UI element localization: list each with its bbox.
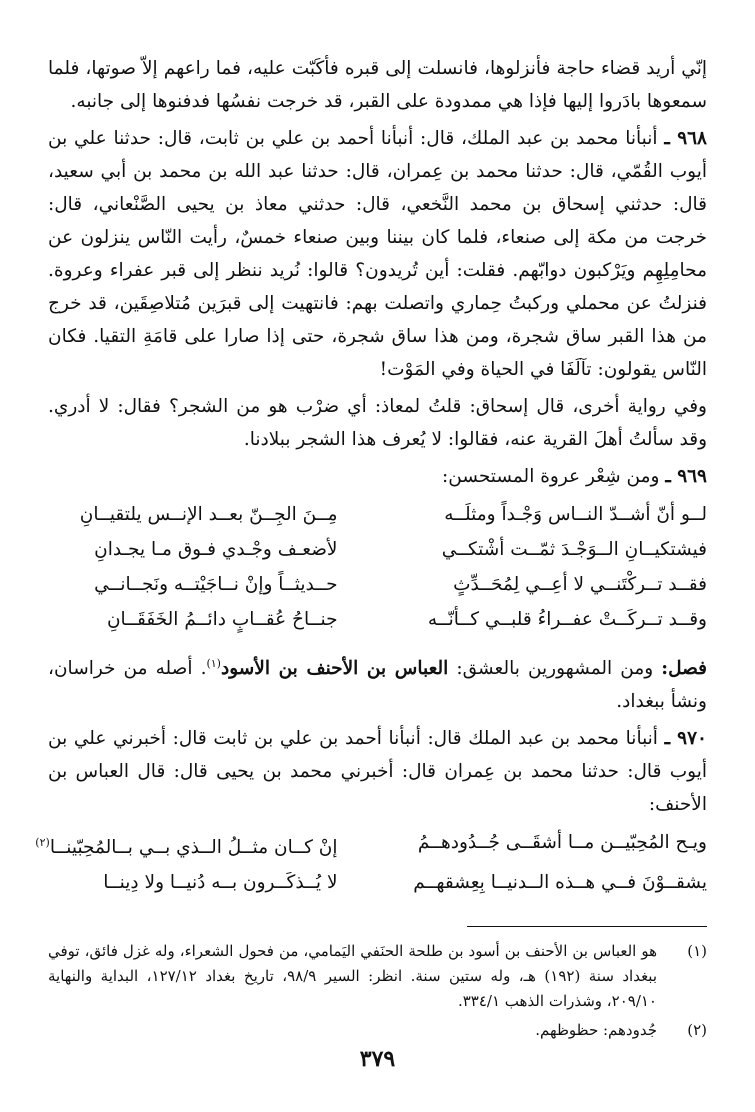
verse-second-hemistich: لا يُــذكَــرون بــه دُنيــا ولا دِينــا: [103, 872, 338, 894]
hadith-number-970: ٩٧٠ ـ: [664, 728, 707, 750]
footnotes: [48, 939, 707, 1043]
paragraph-opening: إنّي أريد قضاء حاجة فأنزلوها، فانسلت إلى قبره فأكَبّت عليه، فما راعهم إلاّ صوتها، فلما سمعوها بادَروا إليها فإذا هي ممدودة على القبر، قد خرجت نفسُها فدفنوها إلى جانبه.: [48, 58, 707, 112]
footnote-marker-2[interactable]: (٢): [35, 836, 50, 850]
verse-first-hemistich: يشقــوْنَ فــي هــذه الــدنيــا بِعِشقهــم: [413, 872, 707, 894]
hadith-number-968: ٩٦٨ ـ: [664, 128, 707, 149]
paragraph-968: [48, 122, 707, 386]
verse-first-hemistich: فيشتكيــانِ الــوَجْـدَ ثمّــت أشْتكــي: [441, 539, 707, 560]
paragraph-969: [48, 460, 707, 493]
verse-line: [48, 602, 707, 637]
hadith-number-969: ٩٦٩ ـ: [665, 466, 707, 487]
poet-name: العباس بن الأحنف بن الأسود: [220, 658, 449, 680]
poem-urwa: [48, 497, 707, 637]
paragraph-970: [48, 722, 707, 821]
verse-line: [48, 567, 707, 602]
verse-line: [35, 825, 707, 865]
fasl-intro: ومن المشهورين بالعشق:: [456, 658, 654, 680]
verse-first-hemistich: ويـح المُحِبّيــن مــا أشقَــى جُــدُودهــمُ: [417, 832, 707, 854]
footnote-item: [48, 939, 707, 1014]
verse-second-hemistich: مِــنَ الجِــنّ بعــد الإنــس يلتقيــانِ: [79, 504, 338, 525]
footnote-text: جُدودهم: حظوظهم.: [535, 1021, 657, 1040]
footnote-item: [48, 1018, 707, 1043]
verse-second-hemistich-text: إنْ كــان مثــلُ الــذي بــي بــالمُحِبّينــا: [49, 837, 338, 859]
paragraph-other-narration: وفي رواية أخرى، قال إسحاق: قلتُ لمعاذ: أي ضرْب هو من الشجر؟ فقال: لا أدري. وقد سألتُ أهلَ القرية عنه، فقالوا: لا يُعرف هذا الشجر ببلادنا.: [48, 396, 707, 450]
verse-first-hemistich: وقــد تــركَــتْ عفــراءُ قلبــي كــأنّــه: [427, 609, 707, 630]
verse-second-hemistich: [35, 825, 378, 865]
verse-second-hemistich: لأضعـف وجْـدي فـوق مـا يجـدانِ: [94, 539, 338, 560]
main-text: [35, 52, 707, 900]
section-label: فصل:: [661, 658, 707, 680]
page-number: ٣٧٩: [359, 1046, 396, 1072]
fasl-rest: . أصله من خراسان، ونشأ ببغداد.: [48, 658, 707, 713]
footnote-number: (٢): [687, 1021, 707, 1040]
verse-line: [48, 497, 707, 532]
paragraph-fasl: [48, 647, 707, 718]
verse-first-hemistich: لــو أنّ أشــدّ النــاس وَجْـداً ومثلَــه: [444, 504, 707, 525]
verse-first-hemistich: فقــد تــركْتَنــي لا أعِــي لِمُحَــدِّثٍ: [453, 574, 707, 595]
paragraph-970-text: أنبأنا محمد بن عبد الملك قال: أنبأنا أحمد بن علي بن ثابت قال: أخبرني علي بن أيوب قال: حدثنا محمد بن عِمران قال: أخبرني محمد بن يحيى قال: قال العباس بن الأحنف:: [48, 728, 707, 816]
poem-abbas: [35, 825, 707, 900]
paragraph-968-text: أنبأنا محمد بن عبد الملك، قال: أنبأنا أحمد بن علي بن ثابت، قال: حدثنا علي بن أيوب القُمّي، قال: حدثنا محمد بن عِمران، قال: حدثنا عبد الله بن محمد بن أبي سعيد، قال: حدثني إسحاق بن محمد النَّخعي، قال: حدثني معاذ بن يحيى الصَّنْعاني، قال: خرجت من مكة إلى صنعاء، فلما كان بيننا وبين صنعاء خمسٌ، رأيت النّاس ينزلون عن محامِلِهِم ويَرْكبون دوابّهم. فقلت: أين تُريدون؟ قالوا: نُريد ننظر إلى قبر عفراء وعروة. فنزلتُ عن محملي وركبتُ حِماري واتصلت بهم: فانتهيت إلى قبرَين مُتلاصِقَين، قد خرج من هذا القبر ساق شجرة، ومن هذا ساق شجرة، حتى إذا صارا على قامَةِ التقيا. فكان النّاس يقولون: تآلَفَا في الحياة وفي المَوْت!: [48, 128, 707, 380]
verse-second-hemistich: حــديثــاً وإنْ نــاجَيْتــه ونَجــانــي: [94, 574, 338, 595]
verse-line: [48, 865, 707, 900]
footnote-number: (١): [687, 942, 707, 961]
footnote-separator: [467, 926, 707, 927]
footnote-text: هو العباس بن الأحنف بن أسود بن طلحة الحنَفي اليَمامي، من فحول الشعراء، وله غزل فائق، توفي ببغداد سنة (١٩٢) هـ، وله ستين سنة. انظر: السير ٩٨/٩، تاريخ بغداد ١٢٧/١٢، البداية والنهاية ٢٠٩/١٠، وشذرات الذهب ٣٣٤/١.: [48, 942, 658, 1011]
verse-second-hemistich: جنــاحُ عُقــابٍ دائــمُ الخَفَقَــانِ: [106, 609, 338, 630]
footnote-marker-1[interactable]: (١): [206, 657, 221, 670]
verse-line: [48, 532, 707, 567]
paragraph-969-text: ومن شِعْر عروة المستحسن:: [442, 466, 660, 487]
